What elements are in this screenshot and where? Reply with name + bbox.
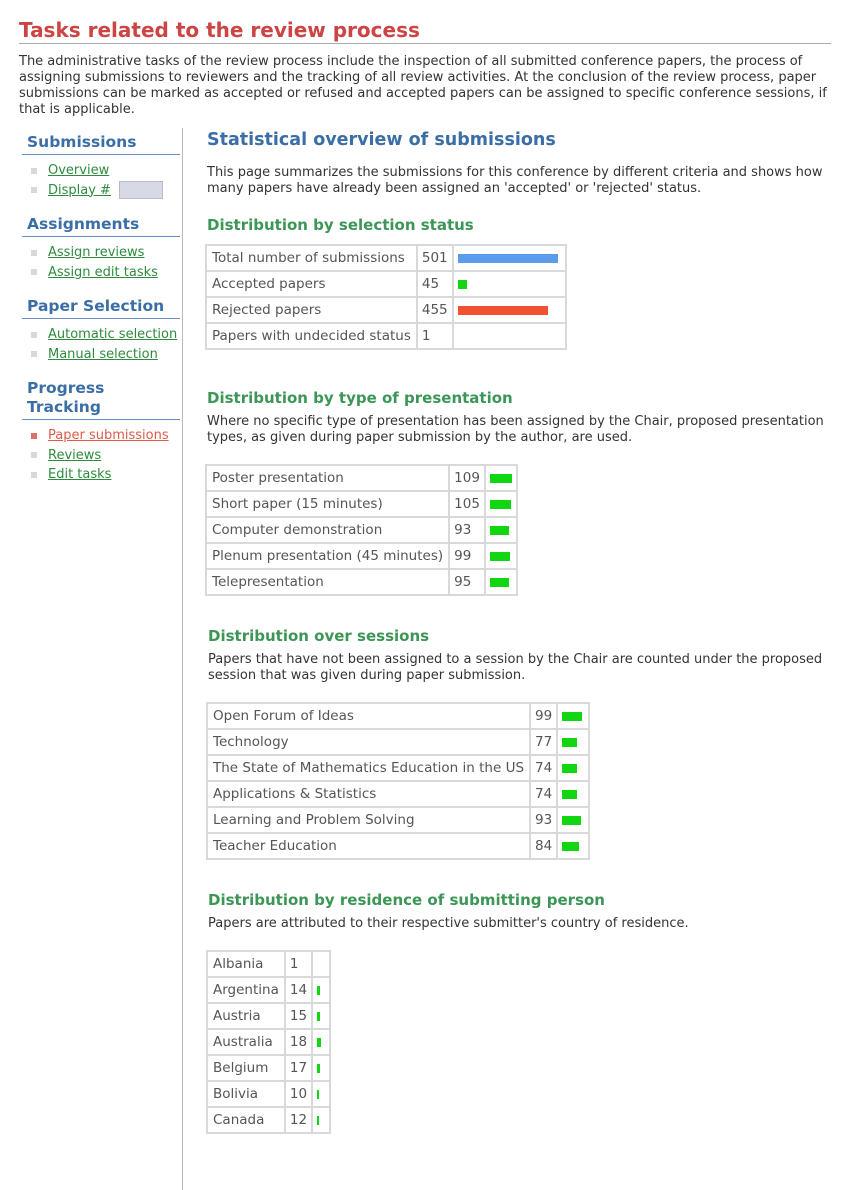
nav-link[interactable]: Reviews [48, 447, 102, 463]
stat-table [205, 464, 518, 596]
row-label: Bolivia [208, 1082, 284, 1106]
row-bar [317, 1064, 320, 1073]
row-value: 74 [531, 756, 556, 780]
row-label: Teacher Education [208, 834, 529, 858]
bullet-icon [31, 351, 37, 357]
sidebar-divider [182, 128, 183, 1190]
row-label: Australia [208, 1030, 284, 1054]
nav-link[interactable]: Assign edit tasks [48, 264, 158, 280]
row-label: Applications & Statistics [208, 782, 529, 806]
row-value: 99 [450, 544, 484, 568]
bullet-icon [31, 332, 37, 338]
row-value: 95 [450, 570, 484, 594]
table-row [208, 978, 329, 1002]
row-value: 77 [531, 730, 556, 754]
bullet-icon [31, 433, 37, 439]
row-bar [562, 790, 577, 799]
table-row [207, 492, 516, 516]
row-value: 84 [531, 834, 556, 858]
row-label: Albania [208, 952, 284, 976]
row-bar [317, 1116, 319, 1125]
row-bar-cell [558, 782, 588, 806]
row-bar-cell [558, 834, 588, 858]
nav-link[interactable]: Automatic selection [48, 327, 178, 342]
row-label: Belgium [208, 1056, 284, 1080]
row-value: 74 [531, 782, 556, 806]
nav-item [31, 243, 180, 263]
row-value: 501 [418, 246, 452, 270]
row-value: 105 [450, 492, 484, 516]
row-value: 12 [286, 1108, 311, 1132]
row-bar-cell [486, 466, 516, 490]
nav-list [22, 325, 180, 364]
nav-list [22, 243, 180, 282]
row-label: Plenum presentation (45 minutes) [207, 544, 448, 568]
row-value: 455 [418, 298, 452, 322]
row-value: 93 [450, 518, 484, 542]
stat-section-presentation [207, 388, 842, 596]
table-row [208, 1004, 329, 1028]
table-row [208, 1082, 329, 1106]
row-bar-cell [313, 1108, 329, 1132]
section-heading: Distribution over sessions [208, 627, 430, 645]
stat-section-status [207, 215, 842, 350]
section-description: Where no specific type of presentation has been assigned by the Chair, proposed presentation types, as given during paper submission by the author, are used. [207, 414, 824, 445]
row-bar-cell [558, 704, 588, 728]
bullet-icon [31, 168, 37, 174]
section-heading: Distribution by type of presentation [207, 389, 513, 407]
bullet-icon [31, 269, 37, 275]
nav-link[interactable]: Edit tasks [48, 467, 112, 482]
sidebar-nav [22, 132, 180, 499]
row-label: Papers with undecided status [207, 324, 416, 348]
stat-table [205, 244, 567, 350]
row-bar [490, 500, 511, 509]
stat-table [206, 702, 590, 860]
row-label: Total number of submissions [207, 246, 416, 270]
table-row [208, 1030, 329, 1054]
nav-section [22, 132, 180, 200]
row-bar-cell [313, 978, 329, 1002]
row-label: Argentina [208, 978, 284, 1002]
nav-link[interactable]: Overview [48, 163, 110, 178]
row-value: 15 [286, 1004, 311, 1028]
row-bar [317, 1090, 319, 1099]
nav-section [22, 214, 180, 282]
row-bar [562, 712, 582, 721]
row-bar [458, 280, 467, 289]
nav-list [22, 161, 180, 200]
row-bar-cell [454, 246, 565, 270]
row-label: Canada [208, 1108, 284, 1132]
section-heading: Distribution by residence of submitting person [208, 891, 605, 909]
nav-heading: Paper Selection [22, 296, 180, 319]
row-bar [562, 816, 581, 825]
nav-item [31, 426, 180, 446]
title-divider [19, 43, 831, 44]
row-bar-cell [454, 272, 565, 296]
table-row [208, 756, 588, 780]
table-row [208, 730, 588, 754]
row-label: Short paper (15 minutes) [207, 492, 448, 516]
row-bar [490, 578, 509, 587]
nav-item [31, 465, 180, 485]
section-description: Papers are attributed to their respective submitter's country of residence. [208, 916, 689, 931]
row-bar [562, 738, 577, 747]
nav-link[interactable]: Paper submissions [48, 428, 169, 443]
nav-item [31, 161, 180, 181]
bullet-icon [31, 452, 37, 458]
nav-section [22, 378, 180, 485]
row-bar [490, 474, 512, 483]
row-bar-cell [454, 324, 565, 348]
row-bar [317, 986, 320, 995]
table-row [208, 808, 588, 832]
table-row [208, 1108, 329, 1132]
nav-link[interactable]: Manual selection [48, 346, 158, 362]
row-bar-cell [486, 544, 516, 568]
nav-heading: Progress Tracking [22, 378, 180, 420]
table-row [208, 704, 588, 728]
row-bar-cell [558, 756, 588, 780]
table-row [207, 298, 565, 322]
row-bar-cell [558, 808, 588, 832]
row-label: Rejected papers [207, 298, 416, 322]
row-label: Austria [208, 1004, 284, 1028]
row-label: Learning and Problem Solving [208, 808, 529, 832]
table-row [207, 272, 565, 296]
stat-section-residence [208, 890, 842, 1134]
row-label: Computer demonstration [207, 518, 448, 542]
row-bar [562, 764, 577, 773]
row-label: The State of Mathematics Education in the US [208, 756, 529, 780]
nav-heading: Submissions [22, 132, 180, 155]
stat-table [206, 950, 331, 1134]
row-bar-cell [558, 730, 588, 754]
nav-item [31, 263, 180, 283]
display-number-input[interactable] [119, 181, 163, 199]
nav-heading: Assignments [22, 214, 180, 237]
row-bar [317, 1038, 321, 1047]
row-bar [490, 526, 509, 535]
row-bar [317, 1012, 320, 1021]
row-bar-cell [313, 1056, 329, 1080]
nav-section [22, 296, 180, 364]
table-row [207, 246, 565, 270]
nav-item [31, 345, 180, 365]
table-row [207, 324, 565, 348]
nav-item [31, 181, 180, 201]
row-value: 10 [286, 1082, 311, 1106]
row-label: Telepresentation [207, 570, 448, 594]
table-row [208, 952, 329, 976]
nav-item [31, 325, 180, 345]
table-row [207, 518, 516, 542]
row-value: 99 [531, 704, 556, 728]
row-value: 1 [286, 952, 311, 976]
page-intro: The administrative tasks of the review process include the inspection of all submitted conference papers, the process of assigning submissions to reviewers and the tracking of all review activities. At the conclusion of the review process, paper submissions can be marked as accepted or refused and accepted papers can be assigned to specific conference sessions, if that is applicable. [19, 54, 827, 117]
row-bar-cell [454, 298, 565, 322]
row-bar [562, 842, 579, 851]
row-value: 17 [286, 1056, 311, 1080]
nav-link[interactable]: Assign reviews [48, 245, 145, 260]
row-label: Technology [208, 730, 529, 754]
row-bar [458, 306, 548, 315]
bullet-icon [31, 187, 37, 193]
nav-link[interactable]: Display # [48, 182, 111, 198]
stat-sections [207, 215, 842, 1134]
row-bar-cell [313, 1082, 329, 1106]
bullet-icon [31, 472, 37, 478]
nav-item [31, 446, 180, 466]
row-value: 93 [531, 808, 556, 832]
page-title: Tasks related to the review process [19, 18, 420, 42]
row-bar-cell [486, 518, 516, 542]
main-title: Statistical overview of submissions [207, 130, 556, 150]
row-value: 18 [286, 1030, 311, 1054]
bullet-icon [31, 250, 37, 256]
row-value: 109 [450, 466, 484, 490]
row-label: Accepted papers [207, 272, 416, 296]
row-bar [458, 254, 558, 263]
section-description: Papers that have not been assigned to a session by the Chair are counted under the proposed session that was given during paper submission. [208, 652, 823, 683]
nav-list [22, 426, 180, 485]
row-bar-cell [313, 952, 329, 976]
table-row [208, 782, 588, 806]
row-bar-cell [486, 570, 516, 594]
table-row [207, 466, 516, 490]
row-label: Open Forum of Ideas [208, 704, 529, 728]
row-bar-cell [486, 492, 516, 516]
row-value: 1 [418, 324, 452, 348]
table-row [207, 544, 516, 568]
row-value: 45 [418, 272, 452, 296]
table-row [208, 1056, 329, 1080]
stat-section-sessions [208, 626, 842, 860]
table-row [208, 834, 588, 858]
row-bar-cell [313, 1004, 329, 1028]
row-bar-cell [313, 1030, 329, 1054]
row-bar [490, 552, 510, 561]
row-value: 14 [286, 978, 311, 1002]
section-heading: Distribution by selection status [207, 216, 474, 234]
main-content [207, 128, 842, 1134]
row-label: Poster presentation [207, 466, 448, 490]
table-row [207, 570, 516, 594]
main-intro: This page summarizes the submissions for this conference by different criteria and shows how many papers have already been assigned an 'accepted' or 'rejected' status. [207, 165, 823, 196]
